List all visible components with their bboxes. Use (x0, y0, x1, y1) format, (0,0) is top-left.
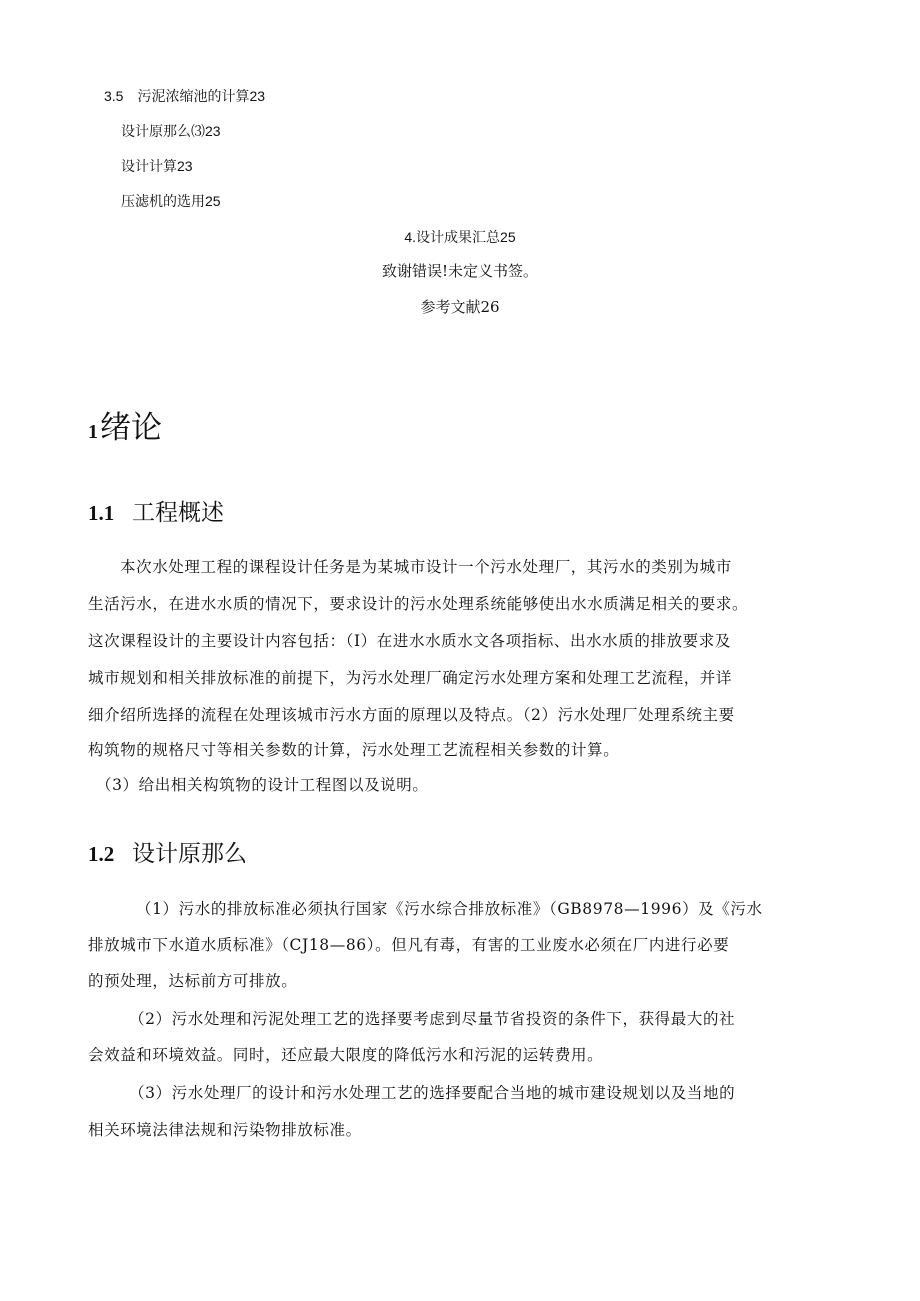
section-heading-1-2 (88, 835, 247, 868)
paragraph-line: 本次水处理工程的课程设计任务是为某城市设计一个污水处理厂，其污水的类别为城市 (120, 558, 732, 576)
paragraph-line: （3）给出相关构筑物的设计工程图以及说明。 (96, 776, 429, 794)
paragraph-line: 排放城市下水道水质标准》（CJ18—86）。但凡有毒，有害的工业废水必须在厂内进行必要 (88, 936, 730, 954)
toc-entry-summary: 4.设计成果汇总25 (404, 229, 516, 245)
section-number: 1.2 (88, 842, 115, 866)
paragraph-line: （2）污水处理和污泥处理工艺的选择要考虑到尽量节省投资的条件下，获得最大的社 (129, 1010, 736, 1028)
paragraph-line: 会效益和环境效益。同时，还应最大限度的降低污水和污泥的运转费用。 (88, 1046, 604, 1064)
toc-entry-references: 参考文献26 (420, 298, 500, 316)
paragraph-line: 这次课程设计的主要设计内容包括：（I）在进水水质水文各项指标、出水水质的排放要求及 (88, 632, 731, 650)
chapter-title: 绪论 (100, 410, 162, 446)
chapter-number: 1 (88, 421, 98, 443)
section-title: 设计原那么 (132, 841, 247, 867)
toc-entry-3-5: 3.5 污泥浓缩池的计算23 (104, 88, 266, 104)
paragraph-line: 生活污水，在进水水质的情况下，要求设计的污水处理系统能够使出水水质满足相关的要求。 (88, 595, 749, 613)
paragraph-line: 构筑物的规格尺寸等相关参数的计算，污水处理工艺流程相关参数的计算。 (88, 741, 620, 759)
paragraph-line: 相关环境法律法规和污染物排放标准。 (88, 1121, 362, 1139)
paragraph-line: 城市规划和相关排放标准的前提下，为污水处理厂确定污水处理方案和处理工艺流程，并详 (88, 669, 733, 687)
section-heading-1-1 (88, 494, 224, 527)
toc-entry-thanks: 致谢错误!未定义书签。 (381, 262, 539, 280)
paragraph-line: （1）污水的排放标准必须执行国家《污水综合排放标准》（GB8978—1996）及《污水 (136, 900, 763, 918)
section-number: 1.1 (88, 501, 115, 525)
toc-entry-design-calc: 设计计算23 (121, 158, 193, 174)
toc-entry-filter-press: 压滤机的选用25 (121, 193, 221, 209)
paragraph-line: 细介绍所选择的流程在处理该城市污水方面的原理以及特点。（2）污水处理厂处理系统主要 (88, 706, 735, 724)
paragraph-line: 的预处理，达标前方可排放。 (88, 972, 298, 990)
chapter-heading (88, 402, 162, 447)
toc-entry-design-principle: 设计原那么⑶23 (121, 123, 221, 139)
section-title: 工程概述 (132, 500, 224, 526)
paragraph-line: （3）污水处理厂的设计和污水处理工艺的选择要配合当地的城市建设规划以及当地的 (129, 1084, 736, 1102)
